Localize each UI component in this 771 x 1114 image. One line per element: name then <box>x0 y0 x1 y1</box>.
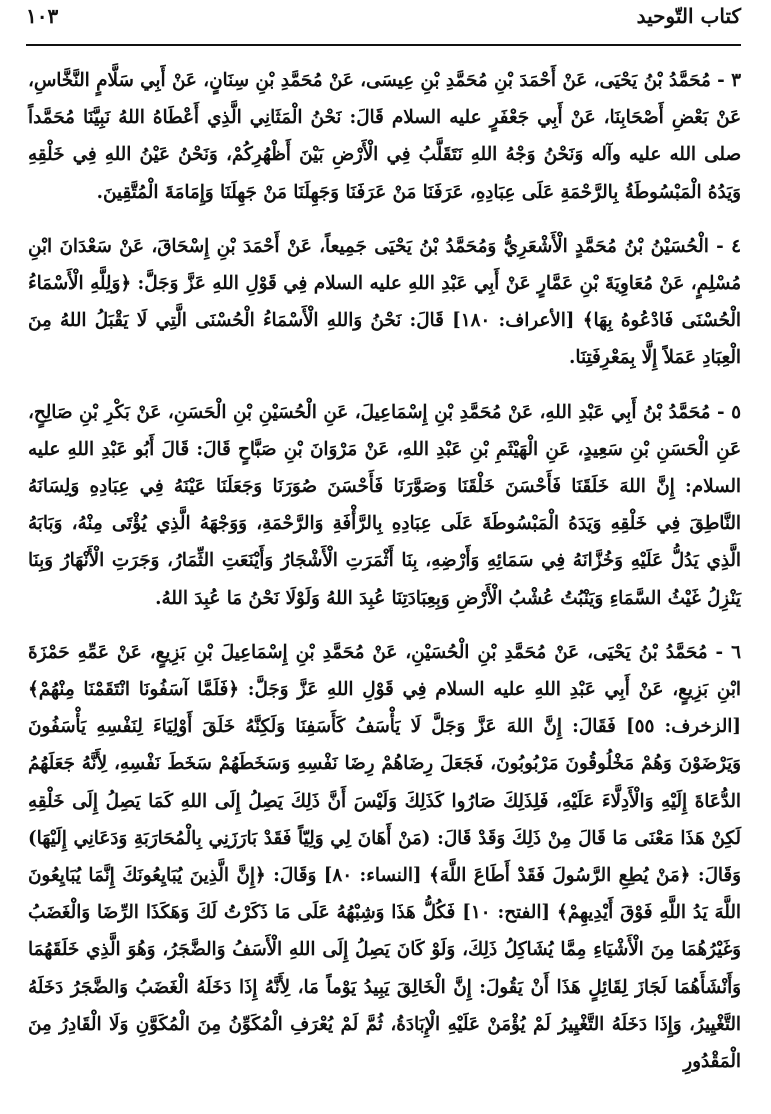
page-body <box>28 62 741 1080</box>
hadith-6: ٦ - مُحَمَّدُ بْنُ يَحْيَى، عَنْ مُحَمَّدِ بْنِ الْحُسَيْنِ، عَنْ مُحَمَّدِ بْنِ إِسْمَاعِيلَ بْنِ بَزِيعٍ، عَنْ عَمِّهِ حَمْزَةَ ابْنِ بَزِيعٍ، عَنْ أَبِي عَبْدِ اللهِ عليه السلام فِي قَوْلِ اللهِ عَزَّ وَجَلَّ: ﴿فَلَمَّا آسَفُونَا انْتَقَمْنَا مِنْهُمْ﴾ [الزخرف: ٥٥] فَقَالَ: إِنَّ اللهَ عَزَّ وَجَلَّ لَا يَأْسَفُ كَأَسَفِنَا وَلَكِنَّهُ خَلَقَ أَوْلِيَاءَ لِنَفْسِهِ يَأْسَفُونَ وَيَرْضَوْنَ وَهُمْ مَخْلُوقُونَ مَرْبُوبُونَ، فَجَعَلَ رِضَاهُمْ رِضَا نَفْسِهِ وَسَخَطَهُمْ سَخَطَ نَفْسِهِ، لِأَنَّهُ جَعَلَهُمُ الدُّعَاةَ إِلَيْهِ وَالْأَدِلَّاءَ عَلَيْهِ، فَلِذَلِكَ صَارُوا كَذَلِكَ وَلَيْسَ أَنَّ ذَلِكَ يَصِلُ إِلَى اللهِ كَمَا يَصِلُ إِلَى خَلْقِهِ لَكِنْ هَذَا مَعْنَى مَا قَالَ مِنْ ذَلِكَ وَقَدْ قَالَ: (مَنْ أَهَانَ لِي وَلِيّاً فَقَدْ بَارَزَنِي بِالْمُحَارَبَةِ وَدَعَانِي إِلَيْهَا) وَقَالَ: ﴿مَنْ يُطِعِ الرَّسُولَ فَقَدْ أَطَاعَ اللَّهَ﴾ [النساء: ٨٠] وَقَالَ: ﴿إِنَّ الَّذِينَ يُبَايِعُونَكَ إِنَّمَا يُبَايِعُونَ اللَّهَ يَدُ اللَّهِ فَوْقَ أَيْدِيهِمْ﴾ [الفتح: ١٠] فَكُلُّ هَذَا وَشِبْهُهُ عَلَى مَا ذَكَرْتُ لَكَ وَهَكَذَا الرِّضَا وَالْغَضَبُ وَغَيْرُهُمَا مِنَ الْأَشْيَاءِ مِمَّا يُشَاكِلُ ذَلِكَ، وَلَوْ كَانَ يَصِلُ إِلَى اللهِ الْأَسَفُ وَالضَّجَرُ، وَهُوَ الَّذِي خَلَقَهُمَا وَأَنْشَأَهُمَا لَجَازَ لِقَائِلٍ هَذَا أَنْ يَقُولَ: إِنَّ الْخَالِقَ يَبِيدُ يَوْماً مَا، لِأَنَّهُ إِذَا دَخَلَهُ الْغَضَبُ وَالضَّجَرُ دَخَلَهُ التَّغْيِيرُ، وَإِذَا دَخَلَهُ التَّغْيِيرُ لَمْ يُؤْمَنْ عَلَيْهِ الْإِبَادَةُ، ثُمَّ لَمْ يُعْرَفِ الْمُكَوِّنُ مِنَ الْمُكَوَّنِ وَلَا الْقَادِرُ مِنَ الْمَقْدُورِ <box>28 641 742 1073</box>
hadith-3: ٣ - مُحَمَّدُ بْنُ يَحْيَى، عَنْ أَحْمَدَ بْنِ مُحَمَّدِ بْنِ عِيسَى، عَنْ مُحَمَّدِ بْنِ سِنَانٍ، عَنْ أَبِي سَلَّامٍ النَّخَّاسِ، عَنْ بَعْضِ أَصْحَابِنَا، عَنْ أَبِي جَعْفَرٍ عليه السلام قَالَ: نَحْنُ الْمَثَانِي الَّذِي أَعْطَاهُ اللهُ نَبِيَّنَا مُحَمَّداً صلى الله عليه وآله وَنَحْنُ وَجْهُ اللهِ نَتَقَلَّبُ فِي الْأَرْضِ بَيْنَ أَظْهُرِكُمْ، وَنَحْنُ عَيْنُ اللهِ فِي خَلْقِهِ وَيَدُهُ الْمَبْسُوطَةُ بِالرَّحْمَةِ عَلَى عِبَادِهِ، عَرَفَنَا مَنْ عَرَفَنَا وَجَهِلَنَا مَنْ جَهِلَنَا وَإِمَامَةَ الْمُتَّقِينَ. <box>28 70 741 203</box>
book-title: كتاب التّوحيد <box>636 4 741 28</box>
page-header <box>26 2 741 46</box>
hadith-5: ٥ - مُحَمَّدُ بْنُ أَبِي عَبْدِ اللهِ، عَنْ مُحَمَّدِ بْنِ إِسْمَاعِيلَ، عَنِ الْحُسَيْنِ بْنِ الْحَسَنِ، عَنْ بَكْرِ بْنِ صَالِحٍ، عَنِ الْحَسَنِ بْنِ سَعِيدٍ، عَنِ الْهَيْثَمِ بْنِ عَبْدِ اللهِ، عَنْ مَرْوَانَ بْنِ صَبَّاحٍ قَالَ: قَالَ أَبُو عَبْدِ اللهِ عليه السلام: إِنَّ اللهَ خَلَقَنَا فَأَحْسَنَ خَلْقَنَا وَصَوَّرَنَا فَأَحْسَنَ صُوَرَنَا وَجَعَلَنَا عَيْنَهُ فِي عِبَادِهِ وَلِسَانَهُ النَّاطِقَ فِي خَلْقِهِ وَيَدَهُ الْمَبْسُوطَةَ عَلَى عِبَادِهِ بِالرَّأْفَةِ وَالرَّحْمَةِ، وَوَجْهَهُ الَّذِي يُؤْتَى مِنْهُ، وَبَابَهُ الَّذِي يَدُلُّ عَلَيْهِ وَخُزَّانَهُ فِي سَمَائِهِ وَأَرْضِهِ، بِنَا أَثْمَرَتِ الْأَشْجَارُ وَأَيْنَعَتِ الثِّمَارُ، وَجَرَتِ الْأَنْهَارُ وَبِنَا يَنْزِلُ غَيْثُ السَّمَاءِ وَيَنْبُتُ عُشْبُ الْأَرْضِ وَبِعِبَادَتِنَا عُبِدَ اللهُ وَلَوْلَا نَحْنُ مَا عُبِدَ اللهُ. <box>28 401 741 609</box>
hadith-4: ٤ - الْحُسَيْنُ بْنُ مُحَمَّدٍ الْأَشْعَرِيُّ وَمُحَمَّدُ بْنُ يَحْيَى جَمِيعاً، عَنْ أَحْمَدَ بْنِ إِسْحَاقَ، عَنْ سَعْدَانَ ابْنِ مُسْلِمٍ، عَنْ مُعَاوِيَةَ بْنِ عَمَّارٍ عَنْ أَبِي عَبْدِ اللهِ عليه السلام فِي قَوْلِ اللهِ عَزَّ وَجَلَّ: ﴿وَلِلَّهِ الْأَسْمَاءُ الْحُسْنَى فَادْعُوهُ بِهَا﴾ [الأعراف: ١٨٠] قَالَ: نَحْنُ وَاللهِ الْأَسْمَاءُ الْحُسْنَى الَّتِي لَا يَقْبَلُ اللهُ مِنَ الْعِبَادِ عَمَلاً إِلَّا بِمَعْرِفَتِنَا. <box>28 235 742 369</box>
page-number: ١٠٣ <box>26 4 59 28</box>
